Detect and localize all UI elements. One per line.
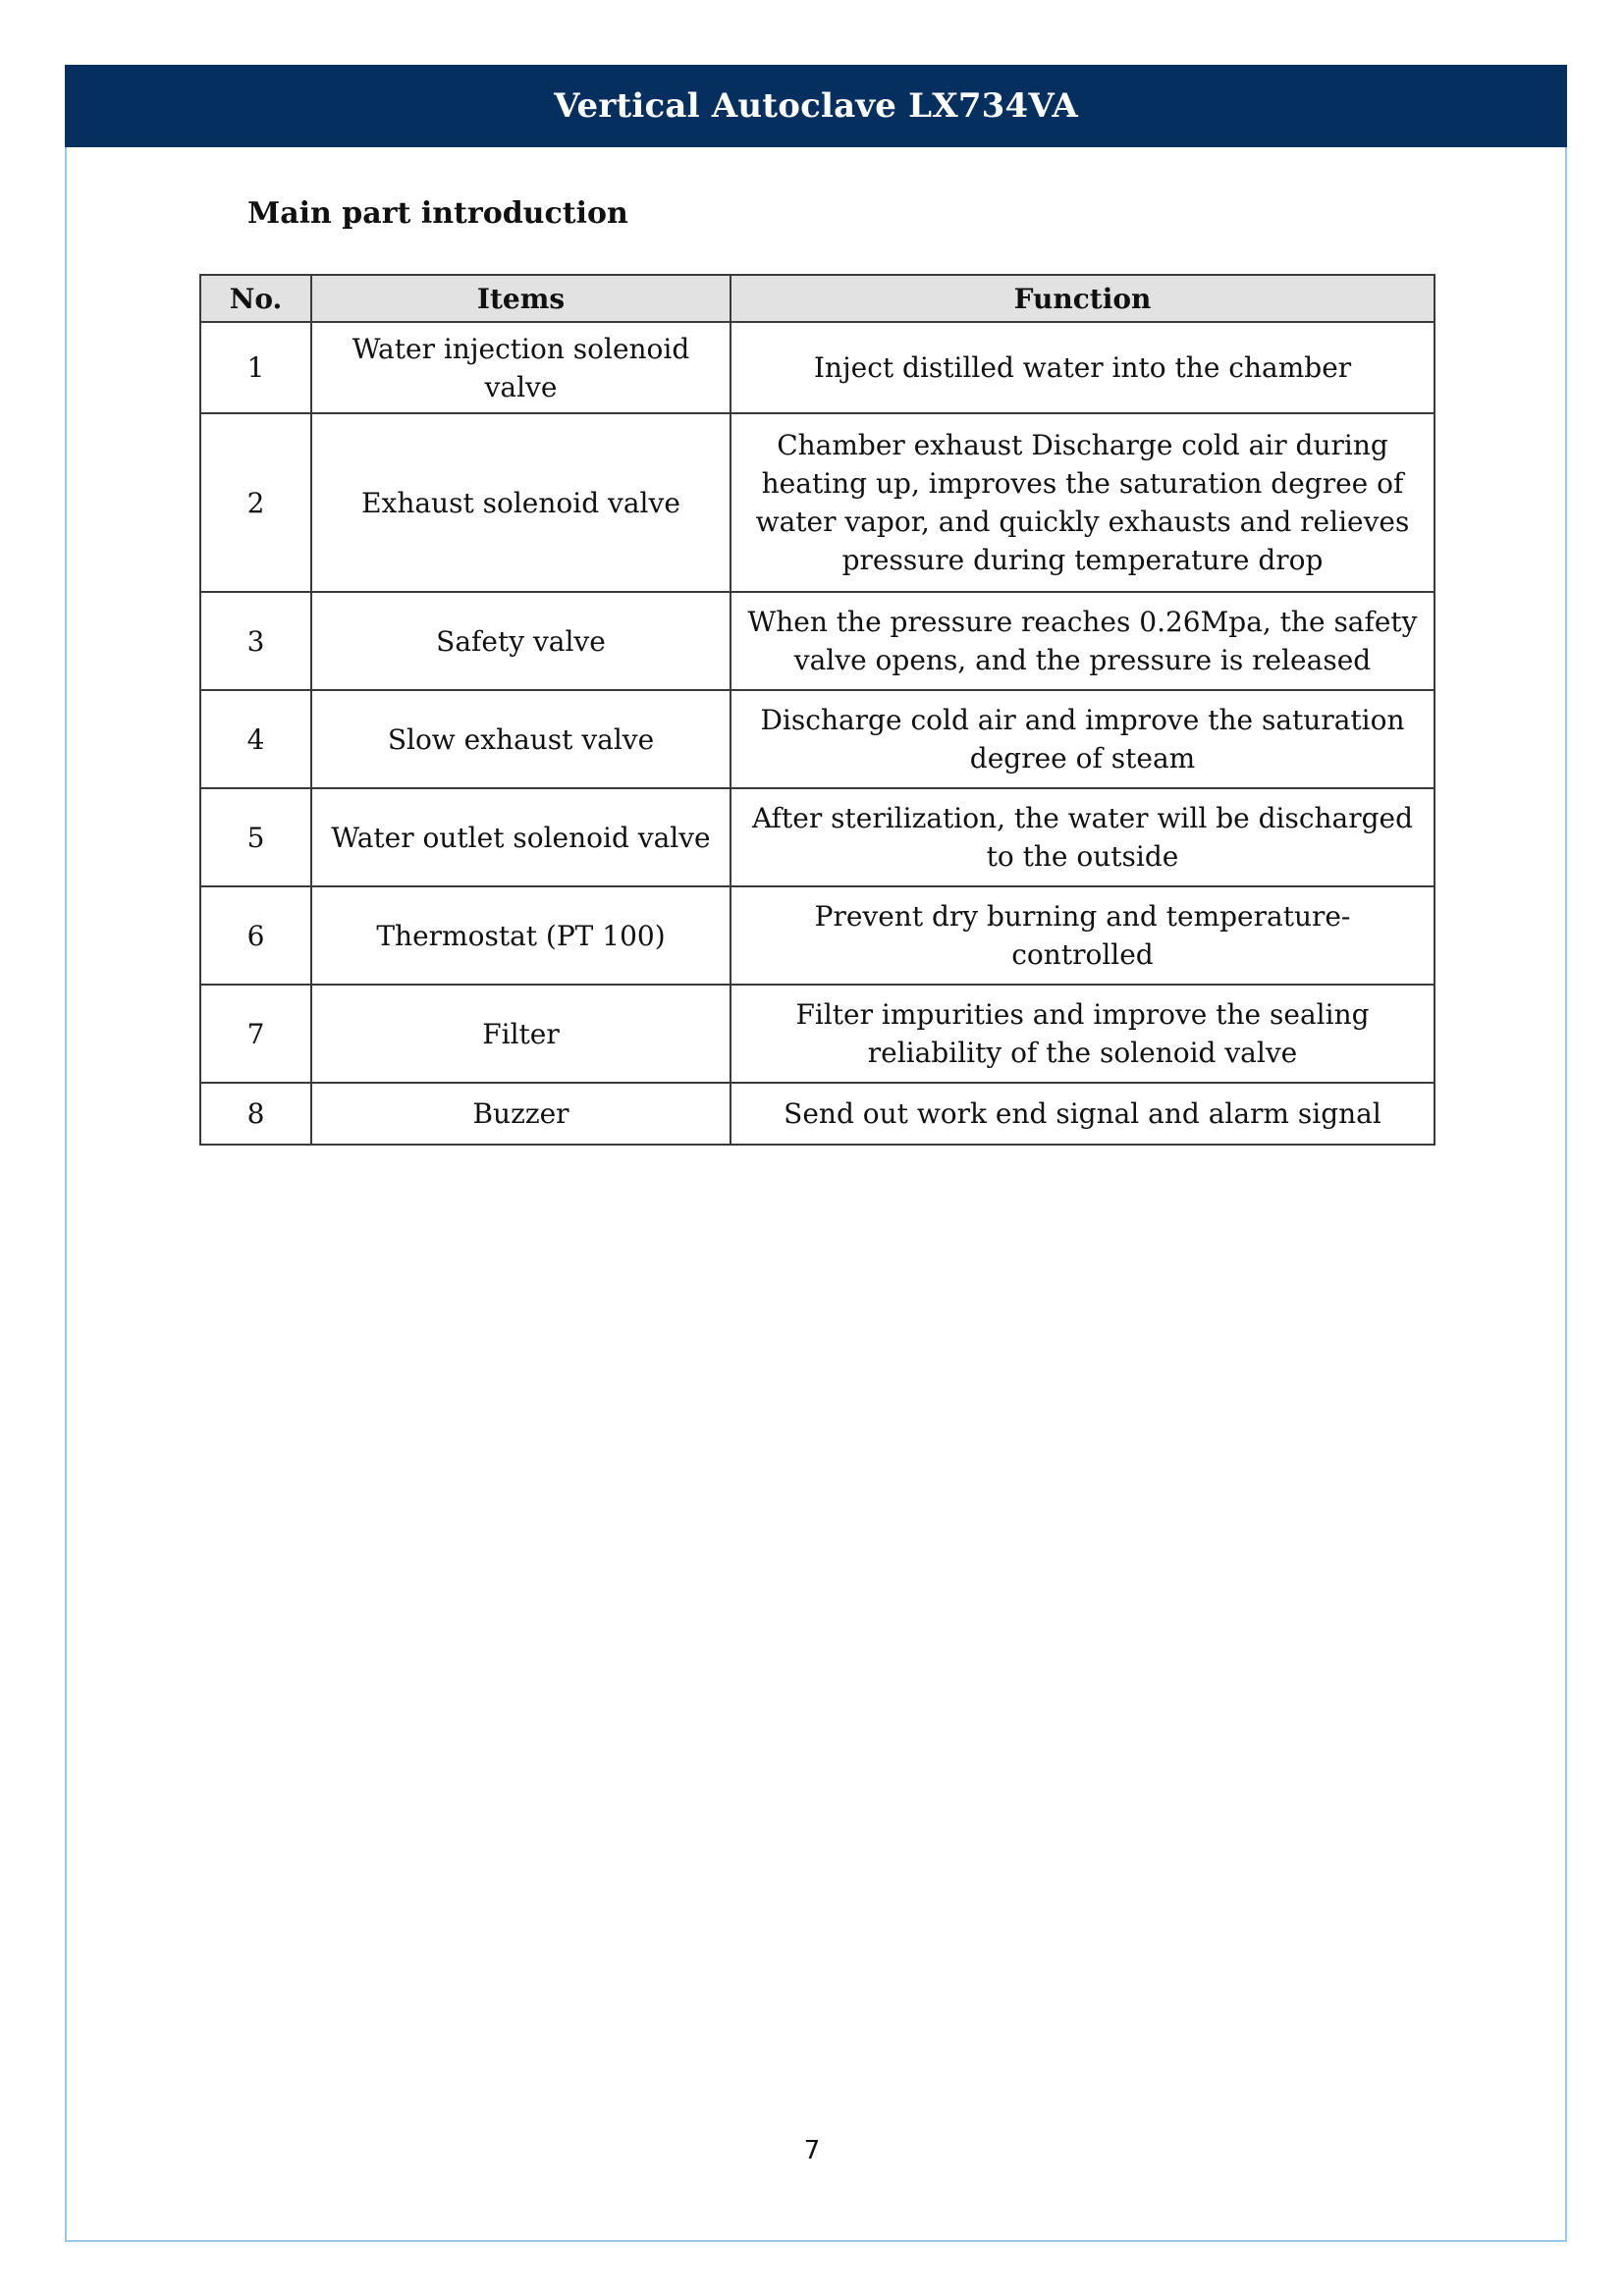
column-header-items: Items bbox=[311, 275, 731, 322]
table-row bbox=[200, 322, 1435, 413]
table-header-row bbox=[200, 275, 1435, 322]
cell-item: Buzzer bbox=[311, 1083, 731, 1145]
cell-no: 4 bbox=[200, 690, 311, 788]
table-row bbox=[200, 1083, 1435, 1145]
cell-function: Send out work end signal and alarm signal bbox=[731, 1083, 1435, 1145]
cell-no: 8 bbox=[200, 1083, 311, 1145]
table-row bbox=[200, 985, 1435, 1083]
table-row bbox=[200, 413, 1435, 592]
cell-function: When the pressure reaches 0.26Mpa, the safety valve opens, and the pressure is released bbox=[731, 592, 1435, 690]
cell-no: 1 bbox=[200, 322, 311, 413]
cell-function: Discharge cold air and improve the saturation degree of steam bbox=[731, 690, 1435, 788]
page-number: 7 bbox=[803, 2136, 821, 2165]
cell-no: 6 bbox=[200, 886, 311, 985]
cell-function: Filter impurities and improve the sealing reliability of the solenoid valve bbox=[731, 985, 1435, 1083]
document-title: Vertical Autoclave LX734VA bbox=[554, 86, 1078, 126]
cell-function: Chamber exhaust Discharge cold air during heating up, improves the saturation degree of water vapor, and quickly exhausts and relieves pressure during temperature drop bbox=[731, 413, 1435, 592]
cell-item: Slow exhaust valve bbox=[311, 690, 731, 788]
cell-item: Exhaust solenoid valve bbox=[311, 413, 731, 592]
table-row bbox=[200, 886, 1435, 985]
parts-table bbox=[199, 274, 1435, 1146]
header-bar bbox=[65, 65, 1567, 147]
table-row bbox=[200, 788, 1435, 886]
cell-no: 3 bbox=[200, 592, 311, 690]
cell-no: 7 bbox=[200, 985, 311, 1083]
cell-no: 2 bbox=[200, 413, 311, 592]
column-header-function: Function bbox=[731, 275, 1435, 322]
cell-item: Thermostat (PT 100) bbox=[311, 886, 731, 985]
table-row bbox=[200, 690, 1435, 788]
column-header-no: No. bbox=[200, 275, 311, 322]
cell-item: Water outlet solenoid valve bbox=[311, 788, 731, 886]
cell-function: Inject distilled water into the chamber bbox=[731, 322, 1435, 413]
table-row bbox=[200, 592, 1435, 690]
cell-function: Prevent dry burning and temperature-controlled bbox=[731, 886, 1435, 985]
cell-item: Safety valve bbox=[311, 592, 731, 690]
cell-item: Water injection solenoid valve bbox=[311, 322, 731, 413]
cell-no: 5 bbox=[200, 788, 311, 886]
cell-item: Filter bbox=[311, 985, 731, 1083]
cell-function: After sterilization, the water will be discharged to the outside bbox=[731, 788, 1435, 886]
section-heading: Main part introduction bbox=[247, 196, 628, 231]
